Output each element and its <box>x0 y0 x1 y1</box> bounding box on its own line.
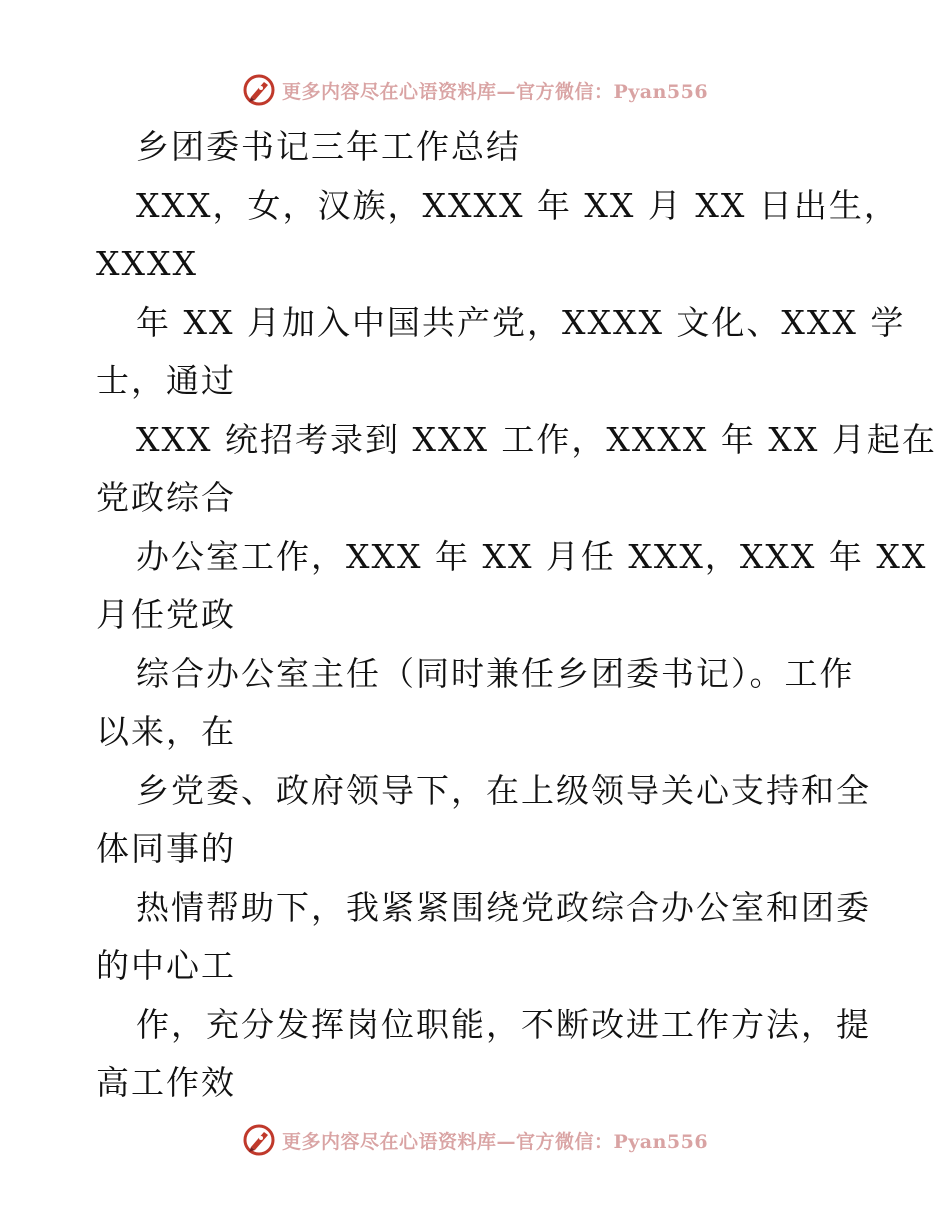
watermark-text: 更多内容尽在心语资料库—官方微信：Pyan556 <box>281 80 709 103</box>
text-line: 年 XX 月加入中国共产党，XXXX 文化、XXX 学 <box>136 302 906 342</box>
text-line: 办公室工作，XXX 年 XX 月任 XXX，XXX 年 XX <box>136 536 928 576</box>
header-watermark <box>0 70 950 110</box>
pen-logo-icon <box>242 73 276 107</box>
text-line: 的中心工 <box>96 946 236 985</box>
text-line: 士，通过 <box>96 361 236 400</box>
text-line: 高工作效 <box>96 1063 236 1102</box>
footer-watermark <box>0 1120 950 1160</box>
watermark-text: 更多内容尽在心语资料库—官方微信：Pyan556 <box>281 1130 709 1153</box>
text-line: XXX，女，汉族，XXXX 年 XX 月 XX 日出生， <box>136 185 899 225</box>
text-line: 乡党委、政府领导下，在上级领导关心支持和全 <box>136 770 871 810</box>
pen-logo-icon <box>242 1123 276 1157</box>
document-body <box>96 118 937 1113</box>
text-line: 热情帮助下，我紧紧围绕党政综合办公室和团委 <box>136 887 871 927</box>
text-line: 党政综合 <box>96 478 236 517</box>
text-line: 月任党政 <box>96 595 236 634</box>
text-line: 综合办公室主任（同时兼任乡团委书记）。工作 <box>136 653 855 693</box>
text-line: 作，充分发挥岗位职能，不断改进工作方法，提 <box>136 1004 871 1044</box>
text-line: 体同事的 <box>96 829 236 868</box>
text-line: 以来，在 <box>96 712 236 751</box>
text-line: XXXX <box>96 244 198 283</box>
text-line: XXX 统招考录到 XXX 工作，XXXX 年 XX 月起在 <box>136 419 937 459</box>
text-line: 乡团委书记三年工作总结 <box>136 127 521 166</box>
